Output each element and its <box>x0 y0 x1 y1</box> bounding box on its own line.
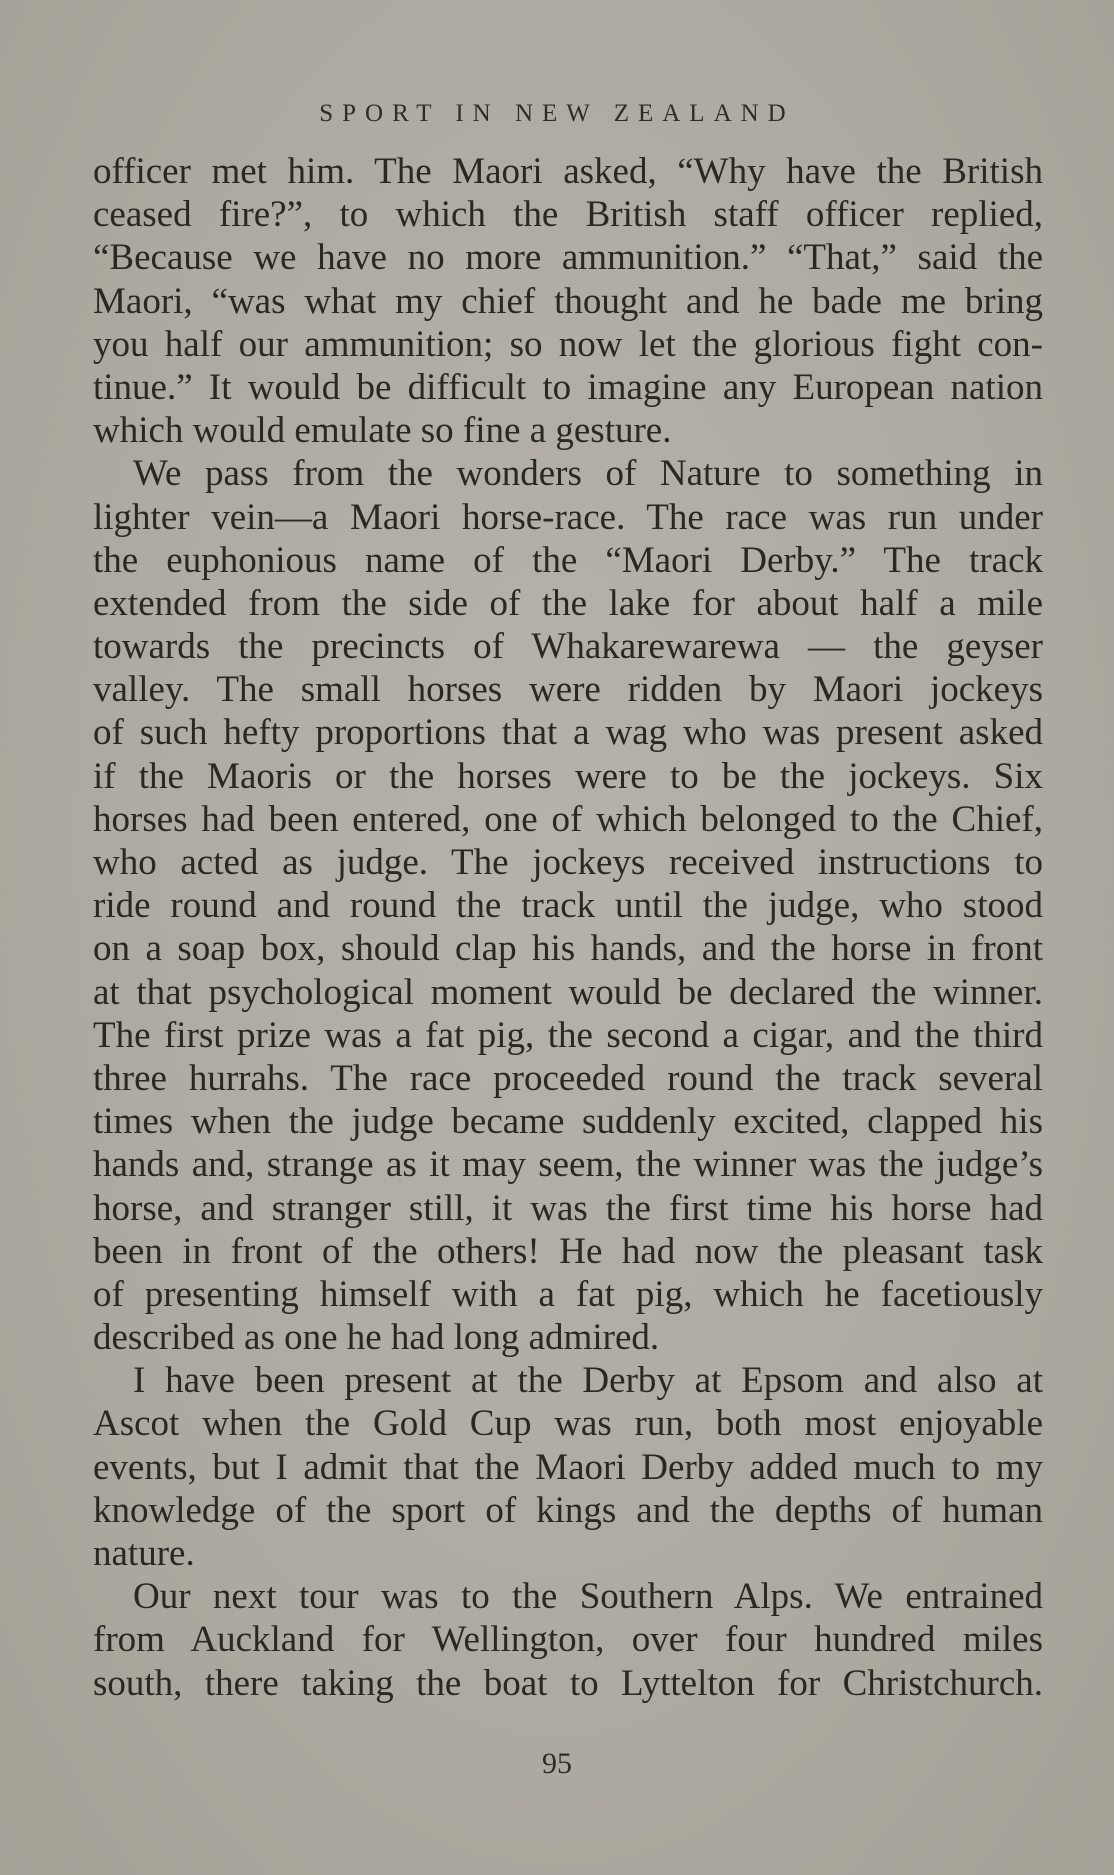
text-line: knowledge of the sport of kings and the depths of human <box>93 1489 1043 1531</box>
text-line: Ascot when the Gold Cup was run, both most enjoyable <box>93 1403 1043 1445</box>
text-line: extended from the side of the lake for about half a mile <box>93 582 1043 624</box>
text-line: The first prize was a fat pig, the second a cigar, and the third <box>93 1014 1043 1056</box>
text-line: on a soap box, should clap his hands, and the horse in front <box>93 928 1043 970</box>
text-line: events, but I admit that the Maori Derby added much to my <box>93 1446 1043 1488</box>
paragraph-3 <box>93 1359 1043 1575</box>
text-line: times when the judge became suddenly excited, clapped his <box>93 1101 1043 1143</box>
text-line: of presenting himself with a fat pig, which he facetiously <box>93 1273 1043 1315</box>
text-line: south, there taking the boat to Lyttelton for Christchurch. <box>93 1662 1043 1704</box>
text-line: I have been present at the Derby at Epsom and also at <box>133 1360 1043 1402</box>
text-line: three hurrahs. The race proceeded round the track several <box>93 1057 1043 1099</box>
text-line: described as one he had long admired. <box>93 1317 660 1359</box>
text-line: from Auckland for Wellington, over four hundred miles <box>93 1619 1043 1661</box>
text-line: if the Maoris or the horses were to be the jockeys. Six <box>93 755 1043 797</box>
text-line: the euphonious name of the “Maori Derby.” The track <box>93 539 1043 581</box>
text-line: “Because we have no more ammunition.” “That,” said the <box>93 237 1043 279</box>
text-line: which would emulate so fine a gesture. <box>93 410 672 452</box>
body-text <box>93 150 1043 1705</box>
text-line: Our next tour was to the Southern Alps. We entrained <box>133 1576 1043 1618</box>
text-line: been in front of the others! He had now the pleasant task <box>93 1230 1043 1272</box>
text-line: Maori, “was what my chief thought and he bade me bring <box>93 280 1043 322</box>
text-line: who acted as judge. The jockeys received instructions to <box>93 842 1043 883</box>
text-line: valley. The small horses were ridden by Maori jockeys <box>93 669 1043 711</box>
text-line: hands and, strange as it may seem, the winner was the judge’s <box>93 1144 1043 1186</box>
text-line: of such hefty proportions that a wag who was present asked <box>93 712 1043 754</box>
text-line: We pass from the wonders of Nature to something in <box>133 453 1043 495</box>
paragraph-1 <box>93 150 1043 452</box>
text-line: officer met him. The Maori asked, “Why have the British <box>93 151 1043 192</box>
running-head: SPORT IN NEW ZEALAND <box>319 100 795 127</box>
page-number: 95 <box>542 1747 572 1780</box>
text-line: tinue.” It would be difficult to imagine any European nation <box>93 366 1043 408</box>
text-line: at that psychological moment would be declared the winner. <box>93 971 1043 1013</box>
text-line: lighter vein—a Maori horse-race. The race was run under <box>93 496 1043 538</box>
paragraph-4 <box>93 1575 1043 1705</box>
text-line: ceased fire?”, to which the British staff officer replied, <box>93 194 1043 236</box>
text-line: horses had been entered, one of which belonged to the Chief, <box>93 798 1043 840</box>
text-line: horse, and stranger still, it was the first time his horse had <box>93 1187 1043 1229</box>
text-line: towards the precincts of Whakarewarewa — the geyser <box>93 626 1043 668</box>
paragraph-2 <box>93 452 1043 1359</box>
text-line: nature. <box>93 1533 195 1574</box>
text-line: you half our ammunition; so now let the glorious fight con- <box>93 323 1043 365</box>
text-line: ride round and round the track until the judge, who stood <box>93 885 1043 927</box>
